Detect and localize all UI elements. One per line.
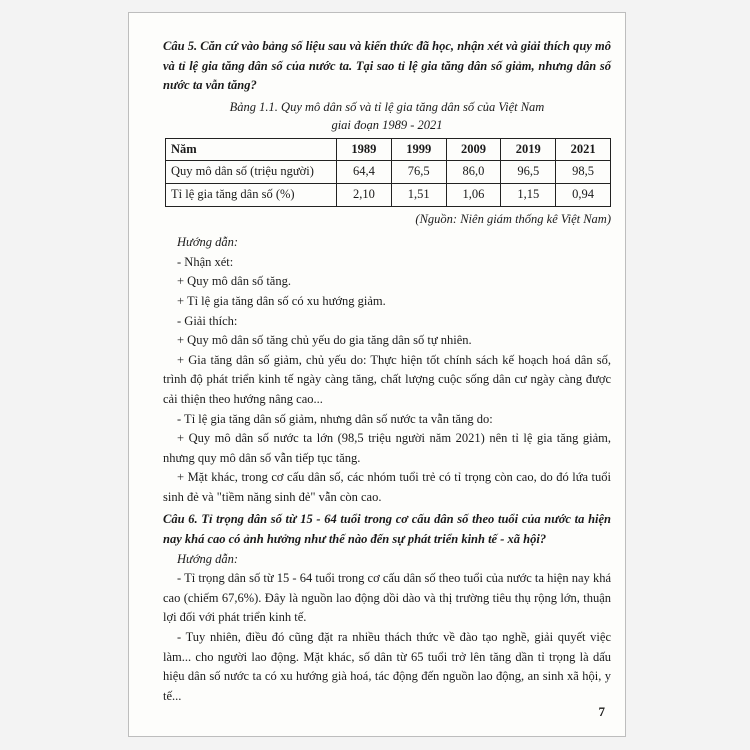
question-6 <box>163 510 611 549</box>
guide-6-line: - Tỉ trọng dân số từ 15 - 64 tuổi trong cơ cấu dân số theo tuổi của nước ta hiện nay khá cao (chiếm 67,6%). Đây là nguồn lao động dồi dào và thị trường tiêu thụ rộng lớn, thuận lợi đối với phát triển kinh tế. <box>163 571 611 625</box>
table-row-label: Tỉ lệ gia tăng dân số (%) <box>166 183 337 206</box>
guide-6-line: - Tuy nhiên, điều đó cũng đặt ra nhiều thách thức về đào tạo nghề, giải quyết việc làm... cho người lao động. Mặt khác, số dân từ 65 tuổi trở lên tăng dần tỉ trọng là dấu hiệu dân số nước ta có xu hướng già hoá, tác động đến nguồn lao động, an sinh xã hội, y tế... <box>163 630 611 703</box>
table-cell: 86,0 <box>446 161 501 184</box>
book-page <box>128 12 626 737</box>
table-header-cell: 1999 <box>391 138 446 161</box>
guide-5-line: + Quy mô dân số tăng chủ yếu do gia tăng dân số tự nhiên. <box>177 333 472 348</box>
guide-5-line: - Giải thích: <box>177 313 238 328</box>
table-header-cell: 2019 <box>501 138 556 161</box>
table-caption <box>163 98 611 134</box>
table-cell: 64,4 <box>337 161 392 184</box>
table-cell: 96,5 <box>501 161 556 184</box>
question-6-text: Tỉ trọng dân số từ 15 - 64 tuổi trong cơ cấu dân số theo tuổi của nước ta hiện nay khá cao có ảnh hưởng như thế nào đến sự phát triển kinh tế - xã hội? <box>163 512 611 547</box>
guide-5-line: + Mặt khác, trong cơ cấu dân số, các nhóm tuổi trẻ có tỉ trọng còn cao, do đó lứa tuổi sinh đẻ và "tiềm năng sinh đẻ" vẫn còn cao. <box>163 470 611 504</box>
table-header-cell: 1989 <box>337 138 392 161</box>
page-content <box>163 37 611 706</box>
table-row <box>166 183 611 206</box>
guide-5-line: + Gia tăng dân số giảm, chủ yếu do: Thực hiện tốt chính sách kế hoạch hoá dân số, trình độ phát triển kinh tế ngày càng tăng, chất lượng cuộc sống dân cư ngày càng được cải thiện theo hướng nâng cao... <box>163 352 611 406</box>
table-row <box>166 161 611 184</box>
table-cell: 0,94 <box>556 183 611 206</box>
table-cell: 76,5 <box>391 161 446 184</box>
table-header-cell: Năm <box>166 138 337 161</box>
table-cell: 2,10 <box>337 183 392 206</box>
table-source: (Nguồn: Niên giám thống kê Việt Nam) <box>415 211 611 226</box>
table-header-cell: 2021 <box>556 138 611 161</box>
table-cell: 1,06 <box>446 183 501 206</box>
guide-5-line: - Tỉ lệ gia tăng dân số giảm, nhưng dân số nước ta vẫn tăng do: <box>177 411 493 426</box>
guide-5-line: - Nhận xét: <box>177 254 234 269</box>
table-header-cell: 2009 <box>446 138 501 161</box>
guide-5-heading: Hướng dẫn: <box>177 235 239 250</box>
page-number: 7 <box>598 704 605 719</box>
question-6-label: Câu 6. <box>163 512 198 527</box>
table-row-label: Quy mô dân số (triệu người) <box>166 161 337 184</box>
table-caption-line-1: Bảng 1.1. Quy mô dân số và tỉ lệ gia tăng dân số của Việt Nam <box>229 99 545 114</box>
table-header-row <box>166 138 611 161</box>
guide-5-line: + Quy mô dân số tăng. <box>177 274 291 289</box>
question-5 <box>163 37 611 96</box>
table-cell: 98,5 <box>556 161 611 184</box>
guide-5-line: + Tỉ lệ gia tăng dân số có xu hướng giảm. <box>177 293 386 308</box>
population-table <box>165 138 611 207</box>
guide-5-line: + Quy mô dân số nước ta lớn (98,5 triệu người năm 2021) nên tỉ lệ gia tăng giảm, nhưng quy mô dân số vẫn tiếp tục tăng. <box>163 431 611 465</box>
guide-6-heading: Hướng dẫn: <box>177 551 239 566</box>
table-cell: 1,51 <box>391 183 446 206</box>
question-5-label: Câu 5. <box>163 39 198 53</box>
question-5-text: Căn cứ vào bảng số liệu sau và kiến thức đã học, nhận xét và giải thích quy mô và tỉ lệ gia tăng dân số của nước ta. Tại sao tỉ lệ gia tăng dân số giảm, nhưng dân số nước ta vẫn tăng? <box>163 39 611 93</box>
table-cell: 1,15 <box>501 183 556 206</box>
table-caption-line-2: giai đoạn 1989 - 2021 <box>331 117 443 132</box>
